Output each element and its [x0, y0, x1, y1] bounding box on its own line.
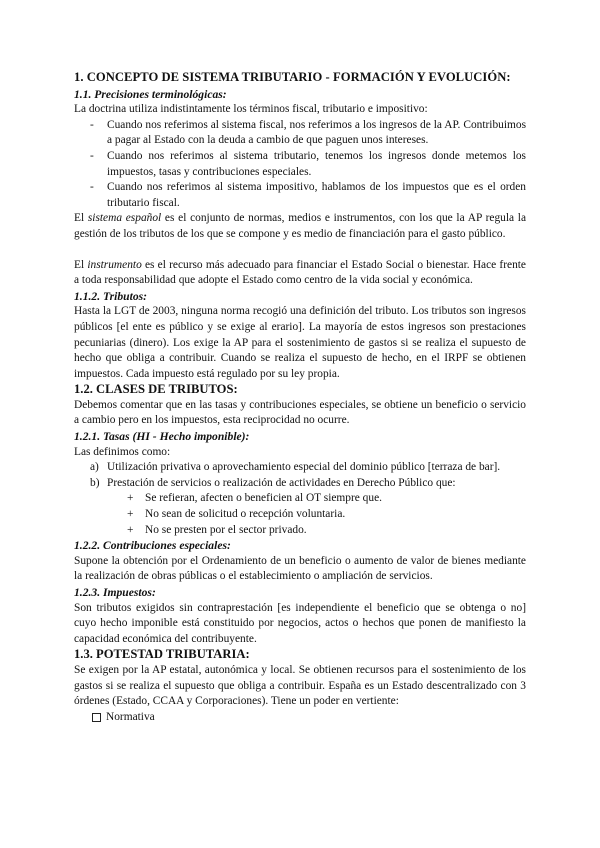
plus-marker: +: [127, 492, 134, 505]
list-item: - Cuando nos referimos al sistema tributario, tenemos los ingresos donde metemos los impuestos, tasas y contribuciones especiales.: [90, 149, 526, 178]
checkbox-square-icon: [92, 713, 101, 722]
dash-marker: -: [90, 149, 94, 162]
conditions-list: [74, 491, 526, 538]
list-item: + No se presten por el sector privado.: [74, 523, 526, 539]
subsection-heading-1-2-3: 1.2.3. Impuestos:: [74, 586, 156, 599]
subsection-heading-1-2-2: 1.2.2. Contribuciones especiales:: [74, 539, 231, 553]
terms-list: [74, 118, 526, 212]
spacer: [74, 243, 526, 258]
dash-marker: -: [90, 118, 94, 131]
list-item: Normativa: [74, 710, 526, 726]
tasas-list: [74, 460, 526, 491]
subsection-heading-1-1: 1.1. Precisiones terminológicas:: [74, 87, 227, 101]
instrumento-paragraph: El instrumento es el recurso más adecuado para financiar el Estado Social o bienestar. Hace frente a toda responsabilidad que adopte el Estado como centro de la vida social y económica.: [74, 258, 526, 287]
list-item: - Cuando nos referimos al sistema fiscal, nos referimos a los ingresos de la AP. Contribuimos a pagar al Estado con la deuda a cambio de que paguen unos intereses.: [90, 118, 526, 147]
document-page: [74, 70, 526, 725]
list-item: b) Prestación de servicios o realización de actividades en Derecho Público que:: [90, 476, 456, 489]
list-item: + No sean de solicitud o recepción voluntaria.: [74, 507, 526, 523]
list-item: + Se refieran, afecten o beneficien al OT siempre que.: [74, 491, 526, 507]
sistema-paragraph: El sistema español es el conjunto de normas, medios e instrumentos, con los que la AP regula la gestión de los tributos de los que se compone y es medio de financiación para el gasto público.: [74, 212, 526, 240]
contribuciones-paragraph: Supone la obtención por el Ordenamiento de un beneficio o aumento de valor de bienes mediante la realización de obras públicas o el establecimiento o ampliación de servicios.: [74, 554, 526, 583]
list-item: a) Utilización privativa o aprovechamiento especial del dominio público [terraza de bar].: [90, 461, 501, 474]
impuestos-paragraph: Son tributos exigidos sin contraprestación [es independiente el beneficio que se obtenga o no] cuyo hecho imponible está constituido por negocios, actos o hechos que ponen de manifiesto la capacidad económica del contribuyente.: [74, 601, 526, 645]
section-heading-1: 1. CONCEPTO DE SISTEMA TRIBUTARIO - FORMACIÓN Y EVOLUCIÓN:: [74, 70, 511, 84]
clases-paragraph: Debemos comentar que en las tasas y contribuciones especiales, se obtiene un beneficio o servicio a cambio pero en los impuestos, esta reciprocidad no ocurre.: [74, 398, 526, 427]
intro-paragraph: La doctrina utiliza indistintamente los términos fiscal, tributario e impositivo:: [74, 103, 428, 116]
dash-marker: -: [90, 181, 94, 194]
subsection-heading-1-1-2: 1.1.2. Tributos:: [74, 289, 148, 303]
subsection-heading-1-2-1: 1.2.1. Tasas (HI - Hecho imponible):: [74, 430, 250, 444]
plus-marker: +: [127, 523, 134, 536]
vertiente-list: [74, 710, 526, 726]
plus-marker: +: [127, 508, 134, 521]
definimos-paragraph: Las definimos como:: [74, 445, 171, 458]
section-heading-1-2: 1.2. CLASES DE TRIBUTOS:: [74, 382, 238, 397]
tributos-paragraph: Hasta la LGT de 2003, ninguna norma recogió una definición del tributo. Los tributos son ingresos públicos [el ente es público y se exige al erario]. La mayoría de estos ingresos son prestaciones pecuniarias (dinero). Los exige la AP para el sostenimiento de gastos si se realiza el supuesto de hecho que obliga a contribuir. Cuando se realiza el supuesto de hecho, en el IRPF se obtienen impuestos. Cada impuesto está regulado por su ley propia.: [74, 305, 526, 380]
potestad-paragraph: Se exigen por la AP estatal, autonómica y local. Se obtienen recursos para el sostenimiento de los gastos si se realiza el supuesto que obliga a contribuir. España es un Estado descentralizado con 3 órdenes (Estado, CCAA y Corporaciones). Tiene un poder en vertiente:: [74, 663, 526, 708]
list-item: - Cuando nos referimos al sistema impositivo, hablamos de los impuestos que es el orden tributario fiscal.: [90, 181, 526, 209]
section-heading-1-3: 1.3. POTESTAD TRIBUTARIA:: [74, 647, 250, 662]
